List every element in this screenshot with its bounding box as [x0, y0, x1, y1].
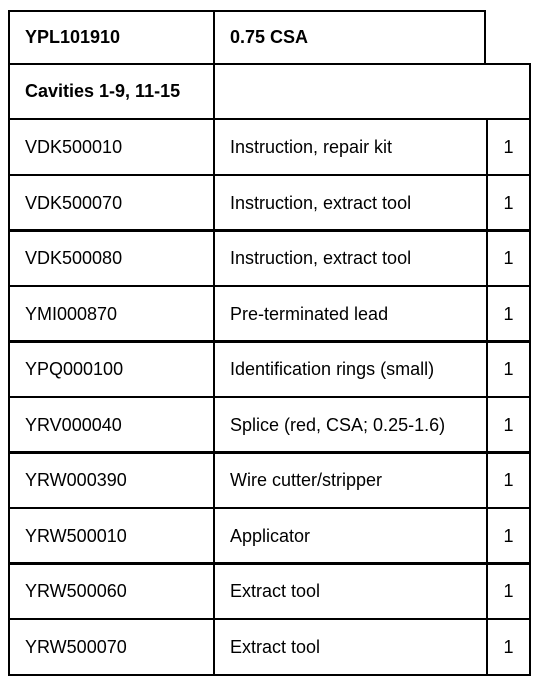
item-quantity: 1 [503, 469, 514, 490]
item-description-cell [213, 285, 488, 343]
item-description: Instruction, repair kit [230, 136, 393, 157]
item-description: Extract tool [230, 636, 321, 657]
item-quantity-cell [486, 451, 531, 509]
item-description: Extract tool [230, 580, 321, 601]
item-description: Pre-terminated lead [230, 303, 389, 324]
item-quantity: 1 [503, 636, 514, 657]
item-quantity: 1 [503, 358, 514, 379]
cavities-label: Cavities 1-9, 11-15 [25, 81, 181, 101]
item-code-cell [8, 562, 215, 620]
item-code-cell [8, 285, 215, 343]
item-description: Splice (red, CSA; 0.25-1.6) [230, 414, 446, 435]
item-code: VDK500070 [25, 192, 123, 213]
item-code: VDK500010 [25, 136, 123, 157]
item-description-cell [213, 340, 488, 398]
item-code-cell [8, 618, 215, 676]
item-quantity: 1 [503, 525, 514, 546]
item-quantity-cell [486, 174, 531, 232]
csa-cell [213, 10, 486, 65]
item-code: YRW500010 [25, 525, 127, 546]
item-description: Wire cutter/stripper [230, 469, 383, 490]
item-quantity-cell [486, 507, 531, 565]
item-code-cell [8, 229, 215, 287]
item-code-cell [8, 396, 215, 454]
item-quantity: 1 [503, 414, 514, 435]
item-code-cell [8, 174, 215, 232]
item-quantity-cell [486, 118, 531, 176]
item-quantity: 1 [503, 247, 514, 268]
item-code: YRW500070 [25, 636, 127, 657]
item-description-cell [213, 618, 488, 676]
item-quantity: 1 [503, 303, 514, 324]
part-number: YPL101910 [25, 27, 121, 47]
cavities-cell [8, 63, 215, 120]
item-quantity: 1 [503, 192, 514, 213]
item-quantity-cell [486, 285, 531, 343]
item-description: Applicator [230, 525, 311, 546]
item-code: VDK500080 [25, 247, 123, 268]
item-description-cell [213, 562, 488, 620]
item-quantity-cell [486, 618, 531, 676]
item-description-cell [213, 507, 488, 565]
csa-value: 0.75 CSA [230, 27, 309, 47]
part-number-cell [8, 10, 215, 65]
item-quantity-cell [486, 229, 531, 287]
item-code: YRW500060 [25, 580, 127, 601]
item-code-cell [8, 451, 215, 509]
item-code-cell [8, 507, 215, 565]
item-code: YRV000040 [25, 414, 122, 435]
item-description-cell [213, 229, 488, 287]
item-code: YMI000870 [25, 303, 118, 324]
item-quantity: 1 [503, 580, 514, 601]
item-code-cell [8, 118, 215, 176]
item-description-cell [213, 118, 488, 176]
cavities-empty-cell [213, 63, 531, 120]
item-code: YRW000390 [25, 469, 127, 490]
item-quantity-cell [486, 562, 531, 620]
item-description-cell [213, 396, 488, 454]
item-quantity: 1 [503, 136, 514, 157]
item-description: Instruction, extract tool [230, 192, 412, 213]
item-quantity-cell [486, 340, 531, 398]
item-description: Instruction, extract tool [230, 247, 412, 268]
item-quantity-cell [486, 396, 531, 454]
item-code-cell [8, 340, 215, 398]
item-code: YPQ000100 [25, 358, 124, 379]
item-description-cell [213, 174, 488, 232]
item-description-cell [213, 451, 488, 509]
item-description: Identification rings (small) [230, 358, 435, 379]
